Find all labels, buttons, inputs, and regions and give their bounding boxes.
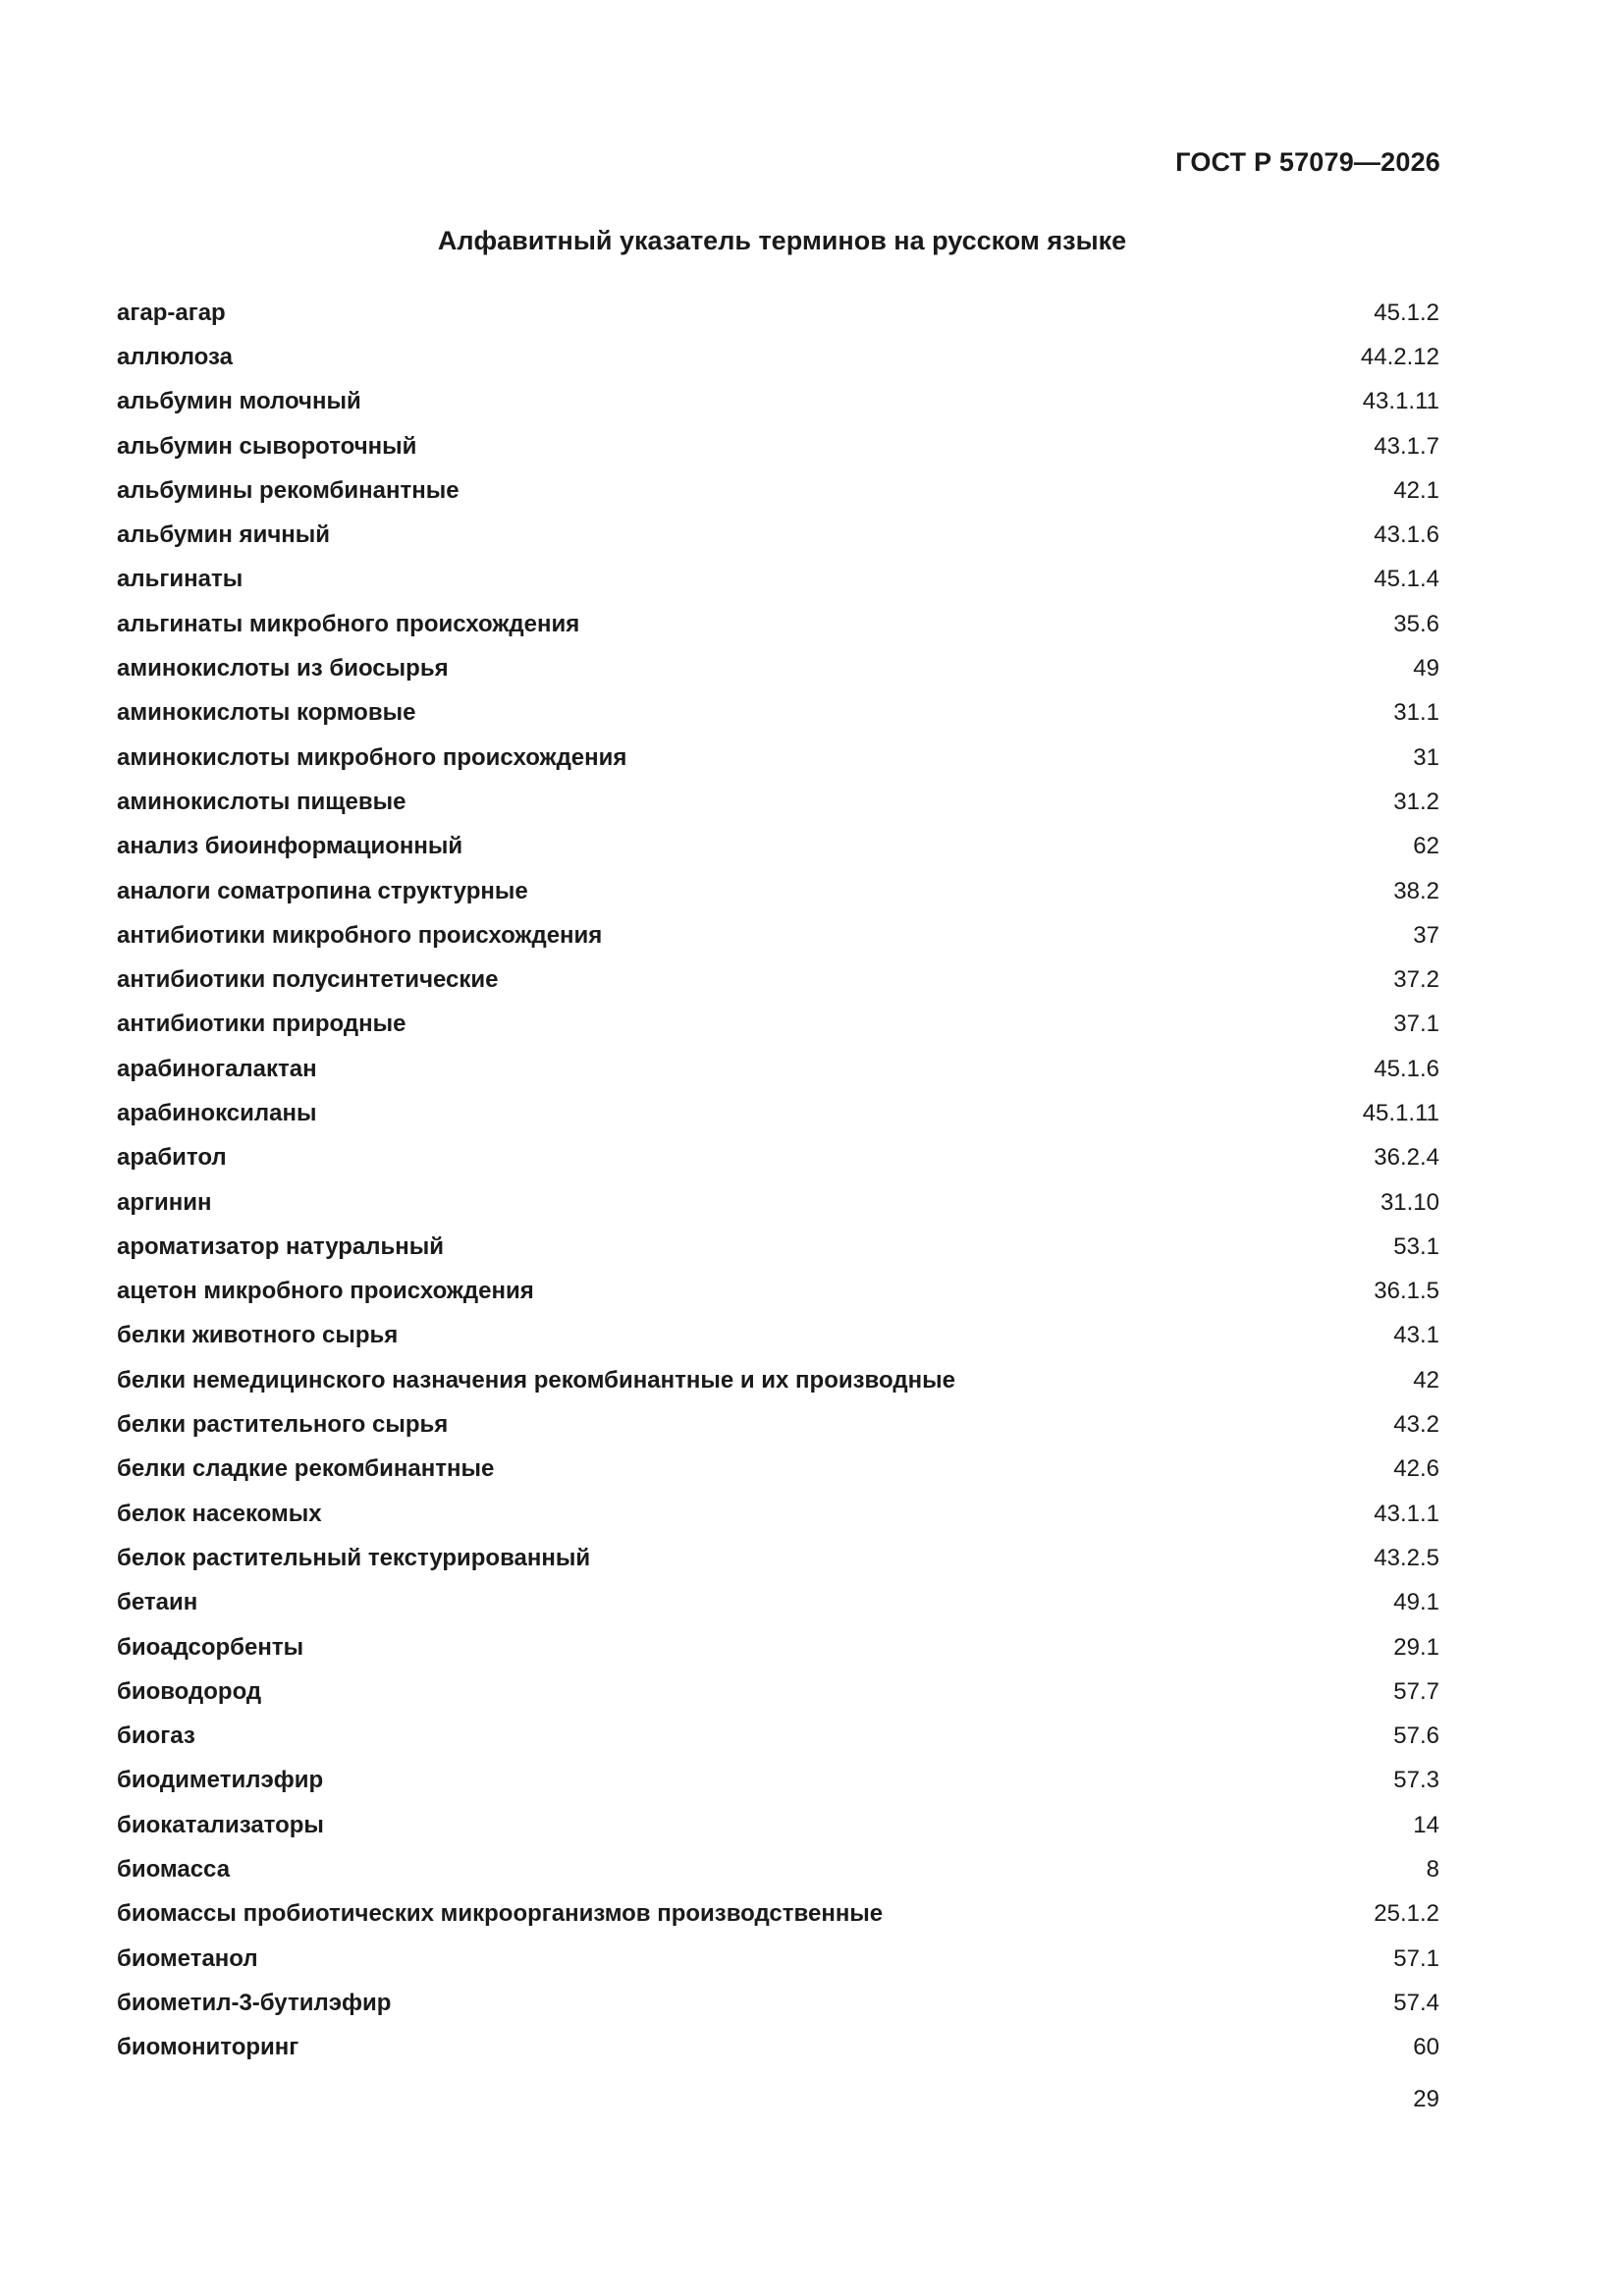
index-term: аллюлоза xyxy=(117,343,233,370)
index-term-reference: 57.7 xyxy=(1393,1677,1439,1705)
index-term-reference: 37.1 xyxy=(1393,1011,1439,1038)
index-entry xyxy=(117,291,1439,335)
index-term-reference: 31.10 xyxy=(1380,1188,1439,1216)
index-term: белки животного сырья xyxy=(117,1322,399,1349)
index-entry xyxy=(117,602,1439,646)
index-term: арабиногалактан xyxy=(117,1055,317,1082)
index-entry xyxy=(117,1225,1439,1269)
index-term-reference: 31.1 xyxy=(1393,699,1439,727)
index-entry xyxy=(117,825,1439,869)
index-entry xyxy=(117,380,1439,424)
index-term-reference: 45.1.2 xyxy=(1374,299,1439,326)
index-term-reference: 38.2 xyxy=(1393,877,1439,904)
index-entry xyxy=(117,1492,1439,1536)
index-term-reference: 43.1.6 xyxy=(1374,521,1439,549)
index-term: арабиноксиланы xyxy=(117,1099,317,1126)
index-term-reference: 43.1.11 xyxy=(1362,388,1439,415)
index-term: ароматизатор натуральный xyxy=(117,1232,445,1260)
index-entry xyxy=(117,1270,1439,1314)
index-term: альбумин сывороточный xyxy=(117,432,417,460)
document-code: ГОСТ Р 57079—2026 xyxy=(1175,147,1440,177)
index-term-reference: 43.2 xyxy=(1393,1411,1439,1439)
term-index-list xyxy=(117,291,1439,2070)
index-term-reference: 57.3 xyxy=(1393,1767,1439,1794)
index-entry xyxy=(117,1003,1439,1047)
index-term: биомасса xyxy=(117,1856,231,1884)
index-term-reference: 57.6 xyxy=(1393,1722,1439,1750)
index-term: альбумин молочный xyxy=(117,388,361,415)
index-term: аминокислоты пищевые xyxy=(117,788,406,815)
index-entry xyxy=(117,1536,1439,1580)
index-term: аминокислоты микробного происхождения xyxy=(117,743,627,771)
index-term-reference: 43.1 xyxy=(1393,1322,1439,1349)
index-entry xyxy=(117,1715,1439,1759)
index-entry xyxy=(117,1625,1439,1669)
index-term-reference: 53.1 xyxy=(1393,1232,1439,1260)
index-term: биометил-3-бутилэфир xyxy=(117,1989,392,2016)
index-term-reference: 43.2.5 xyxy=(1374,1544,1439,1571)
index-term: белок насекомых xyxy=(117,1500,322,1527)
index-term: белки немедицинского назначения рекомбинантные и их производные xyxy=(117,1366,955,1394)
index-term: анализ биоинформационный xyxy=(117,833,463,860)
index-term: антибиотики микробного происхождения xyxy=(117,921,603,949)
index-term: биометанол xyxy=(117,1944,258,1972)
index-term-reference: 45.1.4 xyxy=(1374,566,1439,593)
index-term: аргинин xyxy=(117,1188,212,1216)
index-term: альбумин яичный xyxy=(117,521,330,549)
index-term-reference: 45.1.6 xyxy=(1374,1055,1439,1082)
index-entry xyxy=(117,558,1439,602)
index-entry xyxy=(117,424,1439,468)
index-term-reference: 36.1.5 xyxy=(1374,1278,1439,1305)
index-term-reference: 43.1.7 xyxy=(1374,432,1439,460)
index-entry xyxy=(117,1180,1439,1225)
index-entry xyxy=(117,736,1439,780)
index-term-reference: 29.1 xyxy=(1393,1633,1439,1661)
index-term: ацетон микробного происхождения xyxy=(117,1278,534,1305)
index-term-reference: 49.1 xyxy=(1393,1589,1439,1616)
index-entry xyxy=(117,691,1439,736)
index-term: альбумины рекомбинантные xyxy=(117,476,460,504)
index-term-reference: 57.1 xyxy=(1393,1944,1439,1972)
index-term: аминокислоты кормовые xyxy=(117,699,416,727)
index-entry xyxy=(117,1314,1439,1358)
index-entry xyxy=(117,1358,1439,1402)
index-term-reference: 49 xyxy=(1413,655,1439,683)
index-term: аналоги соматропина структурные xyxy=(117,877,528,904)
index-term-reference: 62 xyxy=(1413,833,1439,860)
index-term-reference: 42.6 xyxy=(1393,1455,1439,1483)
index-entry xyxy=(117,1581,1439,1625)
index-term-reference: 37.2 xyxy=(1393,966,1439,994)
index-entry xyxy=(117,1669,1439,1714)
index-term: биоводород xyxy=(117,1677,262,1705)
index-term: биомониторинг xyxy=(117,2034,299,2061)
index-entry xyxy=(117,1136,1439,1180)
index-term: биокатализаторы xyxy=(117,1811,324,1838)
index-term-reference: 37 xyxy=(1413,921,1439,949)
index-entry xyxy=(117,1847,1439,1891)
index-term-reference: 42 xyxy=(1413,1366,1439,1394)
index-entry xyxy=(117,1981,1439,2025)
page-number: 29 xyxy=(1413,2086,1439,2112)
index-term-reference: 31.2 xyxy=(1393,788,1439,815)
index-term-reference: 44.2.12 xyxy=(1360,343,1439,370)
index-term: антибиотики полусинтетические xyxy=(117,966,499,994)
index-term-reference: 60 xyxy=(1413,2034,1439,2061)
index-term-reference: 57.4 xyxy=(1393,1989,1439,2016)
index-term: белок растительный текстурированный xyxy=(117,1544,591,1571)
index-term: альгинаты xyxy=(117,566,243,593)
index-entry xyxy=(117,1091,1439,1135)
index-term: биомассы пробиотических микроорганизмов производственные xyxy=(117,1900,884,1928)
index-term: белки растительного сырья xyxy=(117,1411,449,1439)
index-term: агар-агар xyxy=(117,299,226,326)
index-entry xyxy=(117,1047,1439,1091)
index-term: биодиметилэфир xyxy=(117,1767,324,1794)
index-entry xyxy=(117,913,1439,957)
index-term-reference: 25.1.2 xyxy=(1374,1900,1439,1928)
index-entry xyxy=(117,1448,1439,1492)
index-entry xyxy=(117,1892,1439,1937)
index-term-reference: 36.2.4 xyxy=(1374,1144,1439,1172)
index-entry xyxy=(117,1937,1439,1981)
index-entry xyxy=(117,335,1439,379)
index-term-reference: 14 xyxy=(1413,1811,1439,1838)
index-term-reference: 43.1.1 xyxy=(1374,1500,1439,1527)
index-entry xyxy=(117,957,1439,1002)
index-term: арабитол xyxy=(117,1144,227,1172)
index-entry xyxy=(117,2026,1439,2070)
index-entry xyxy=(117,869,1439,913)
index-entry xyxy=(117,468,1439,513)
index-entry xyxy=(117,646,1439,690)
index-term: бетаин xyxy=(117,1589,198,1616)
index-term-reference: 35.6 xyxy=(1393,610,1439,637)
index-entry xyxy=(117,780,1439,824)
index-entry xyxy=(117,513,1439,557)
index-term-reference: 45.1.11 xyxy=(1362,1099,1439,1126)
index-term: аминокислоты из биосырья xyxy=(117,655,449,683)
index-term: биоадсорбенты xyxy=(117,1633,304,1661)
index-term-reference: 8 xyxy=(1426,1856,1439,1884)
index-entry xyxy=(117,1402,1439,1447)
index-term-reference: 31 xyxy=(1413,743,1439,771)
index-term: биогаз xyxy=(117,1722,195,1750)
index-term: альгинаты микробного происхождения xyxy=(117,610,580,637)
index-entry xyxy=(117,1803,1439,1847)
index-term: антибиотики природные xyxy=(117,1011,406,1038)
index-title: Алфавитный указатель терминов на русском языке xyxy=(437,226,1127,255)
index-term-reference: 42.1 xyxy=(1393,476,1439,504)
index-term: белки сладкие рекомбинантные xyxy=(117,1455,495,1483)
index-entry xyxy=(117,1759,1439,1803)
